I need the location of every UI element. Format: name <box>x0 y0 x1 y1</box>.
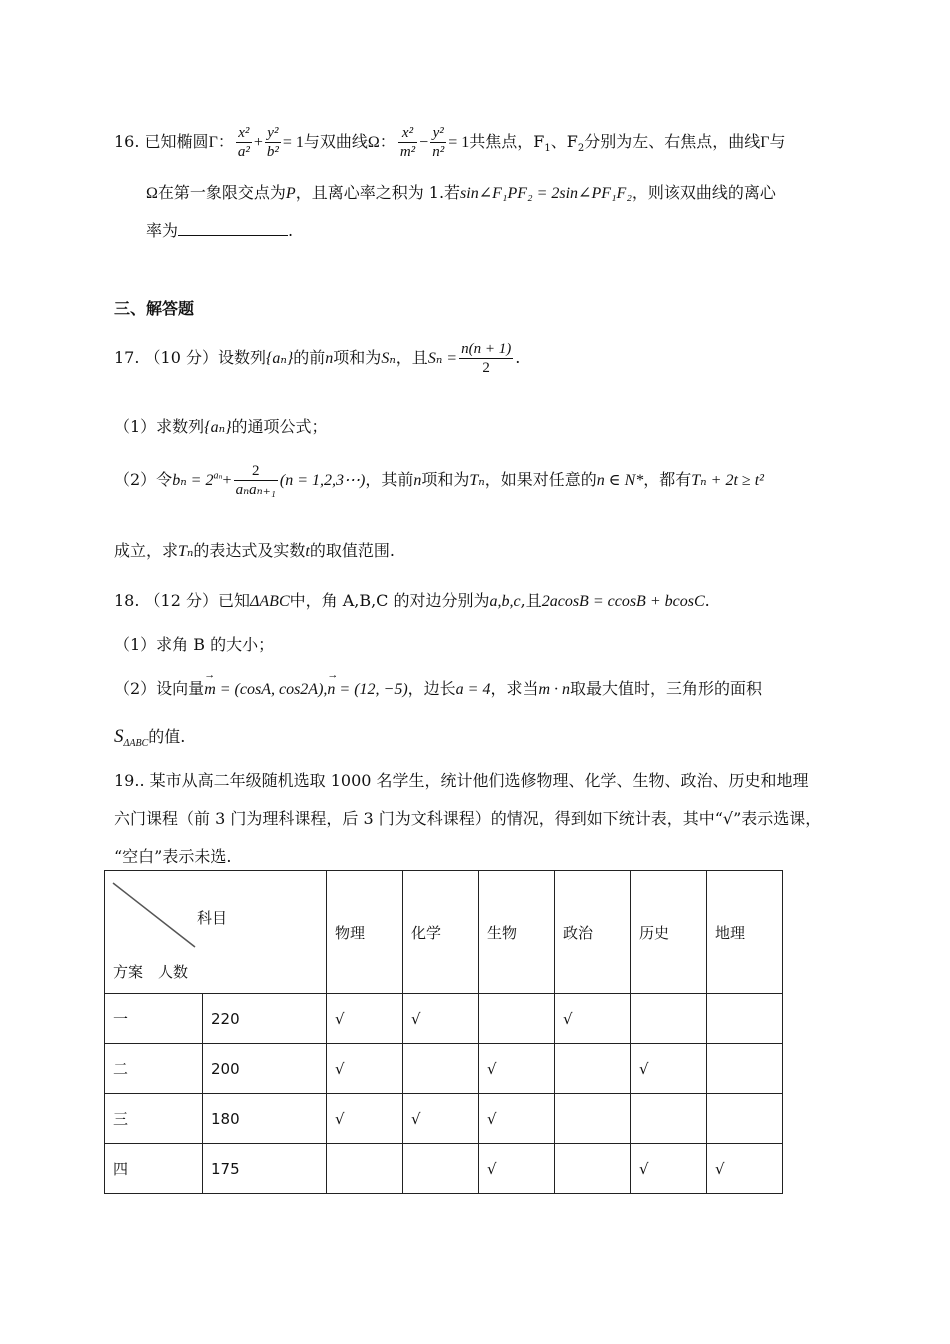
mark-cell <box>555 1044 631 1094</box>
count-cell: 180 <box>203 1094 327 1144</box>
corner-subject-label: 科目 <box>197 909 228 927</box>
mark-cell <box>555 1144 631 1194</box>
subject-header: 地理 <box>707 871 783 994</box>
mark-cell <box>403 1044 479 1094</box>
mark-cell <box>631 1094 707 1144</box>
q17-part2: （2）令$b_n = 2^{a_n}+$ $\frac{2}{\text{aₙaₙ₊₁}}$ (n = 1,2,3⋯)，其前n项和为Tₙ，如果对任意的n ∈ N*，都有Tₙ + 2t ≥ t² <box>114 463 764 498</box>
sn-fraction: $\frac{n(n + 1)}{2}$ <box>461 341 512 376</box>
q16-line2: Ω在第一象限交点为P，且离心率之积为 1.若sin∠F₁PF₂ = 2sin∠PF₁F₂，则该双曲线的离心 <box>146 183 776 202</box>
mark-cell: √ <box>403 994 479 1044</box>
plan-cell: 二 <box>105 1044 203 1094</box>
q17-line1: 17. （10 分）设数列{aₙ}的前n项和为Sₙ，且Sₙ = $\frac{n(n + 1)}{2}$ . <box>114 341 521 376</box>
ellipse-frac-x: $\frac{\text{x²}}{\text{a²}}$ <box>237 125 250 160</box>
bn-fraction: $\frac{2}{\text{aₙaₙ₊₁}}$ <box>235 463 276 498</box>
mark-cell <box>479 994 555 1044</box>
subject-header: 物理 <box>327 871 403 994</box>
hyperbola-frac-y: $\frac{\text{y²}}{\text{n²}}$ <box>432 125 445 160</box>
plan-cell: 一 <box>105 994 203 1044</box>
mark-cell: √ <box>555 994 631 1044</box>
hyperbola-frac-x: $\frac{\text{x²}}{\text{m²}}$ <box>399 125 416 160</box>
count-cell: 175 <box>203 1144 327 1194</box>
table-header-row <box>105 871 783 994</box>
mark-cell: √ <box>327 1044 403 1094</box>
table-row <box>105 1094 783 1144</box>
q18-part1: （1）求角 B 的大小； <box>114 635 275 654</box>
subject-header: 历史 <box>631 871 707 994</box>
plan-cell: 三 <box>105 1094 203 1144</box>
mark-cell: √ <box>707 1144 783 1194</box>
ellipse-frac-y: $\frac{\text{y²}}{\text{b²}}$ <box>266 125 279 160</box>
q17-continuation: 成立，求Tₙ的表达式及实数t的取值范围. <box>114 541 395 560</box>
mark-cell <box>631 994 707 1044</box>
mark-cell <box>327 1144 403 1194</box>
mark-cell <box>403 1144 479 1194</box>
mark-cell <box>555 1094 631 1144</box>
table-row <box>105 994 783 1044</box>
mark-cell <box>707 1094 783 1144</box>
mark-cell <box>707 1044 783 1094</box>
q16-line1: 16. 已知椭圆Γ： $\frac{\text{x²}}{\text{a²}}$ + $\frac{\text{y²}}{\text{b²}}$ = 1与双曲线Ω： $\frac{\text{x²}}{\text{m²}}$ − $\frac{\text{y²}}{\text{n²}}$ = 1共焦点，$F_1$、$F_2$分别为左、右焦点，曲线Γ与 <box>114 125 786 160</box>
table-row <box>105 1144 783 1194</box>
count-cell: 200 <box>203 1044 327 1094</box>
q19-line2: 六门课程（前 3 门为理科课程，后 3 门为文科课程）的情况，得到如下统计表，其中“√”表示选课， <box>114 809 822 828</box>
section-title: 三、解答题 <box>114 299 195 318</box>
q16-line3: 率为 . <box>146 221 294 240</box>
subject-header: 生物 <box>479 871 555 994</box>
mark-cell: √ <box>479 1094 555 1144</box>
q18-part2-continuation: $S_{\Delta ABC}$的值. <box>114 726 186 750</box>
q18-part2: （2）设向量→ m = (cosA, cos2A),→ n = (12, −5)，边长a = 4，求当m · n取最大值时，三角形的面积 <box>114 676 762 699</box>
q19-line1: 19.. 某市从高二年级随机选取 1000 名学生，统计他们选修物理、化学、生物、政治、历史和地理 <box>114 771 809 790</box>
subject-header: 化学 <box>403 871 479 994</box>
q17-part1: （1）求数列{aₙ}的通项公式； <box>114 417 328 436</box>
mark-cell: √ <box>327 994 403 1044</box>
mark-cell: √ <box>403 1094 479 1144</box>
q19-line3: “空白”表示未选. <box>114 847 232 866</box>
mark-cell: √ <box>631 1144 707 1194</box>
subject-header: 政治 <box>555 871 631 994</box>
plan-cell: 四 <box>105 1144 203 1194</box>
table-row <box>105 1044 783 1094</box>
corner-header-cell <box>105 871 327 994</box>
mark-cell: √ <box>327 1094 403 1144</box>
corner-plan-label: 方案 人数 <box>113 963 189 981</box>
mark-cell: √ <box>631 1044 707 1094</box>
count-cell: 220 <box>203 994 327 1044</box>
course-selection-table <box>104 870 783 1194</box>
q18-line1: 18. （12 分）已知ΔABC中，角 A,B,C 的对边分别为a,b,c,且2acosB = ccosB + bcosC. <box>114 591 710 610</box>
mark-cell <box>707 994 783 1044</box>
answer-blank <box>178 221 288 236</box>
mark-cell: √ <box>479 1044 555 1094</box>
mark-cell: √ <box>479 1144 555 1194</box>
